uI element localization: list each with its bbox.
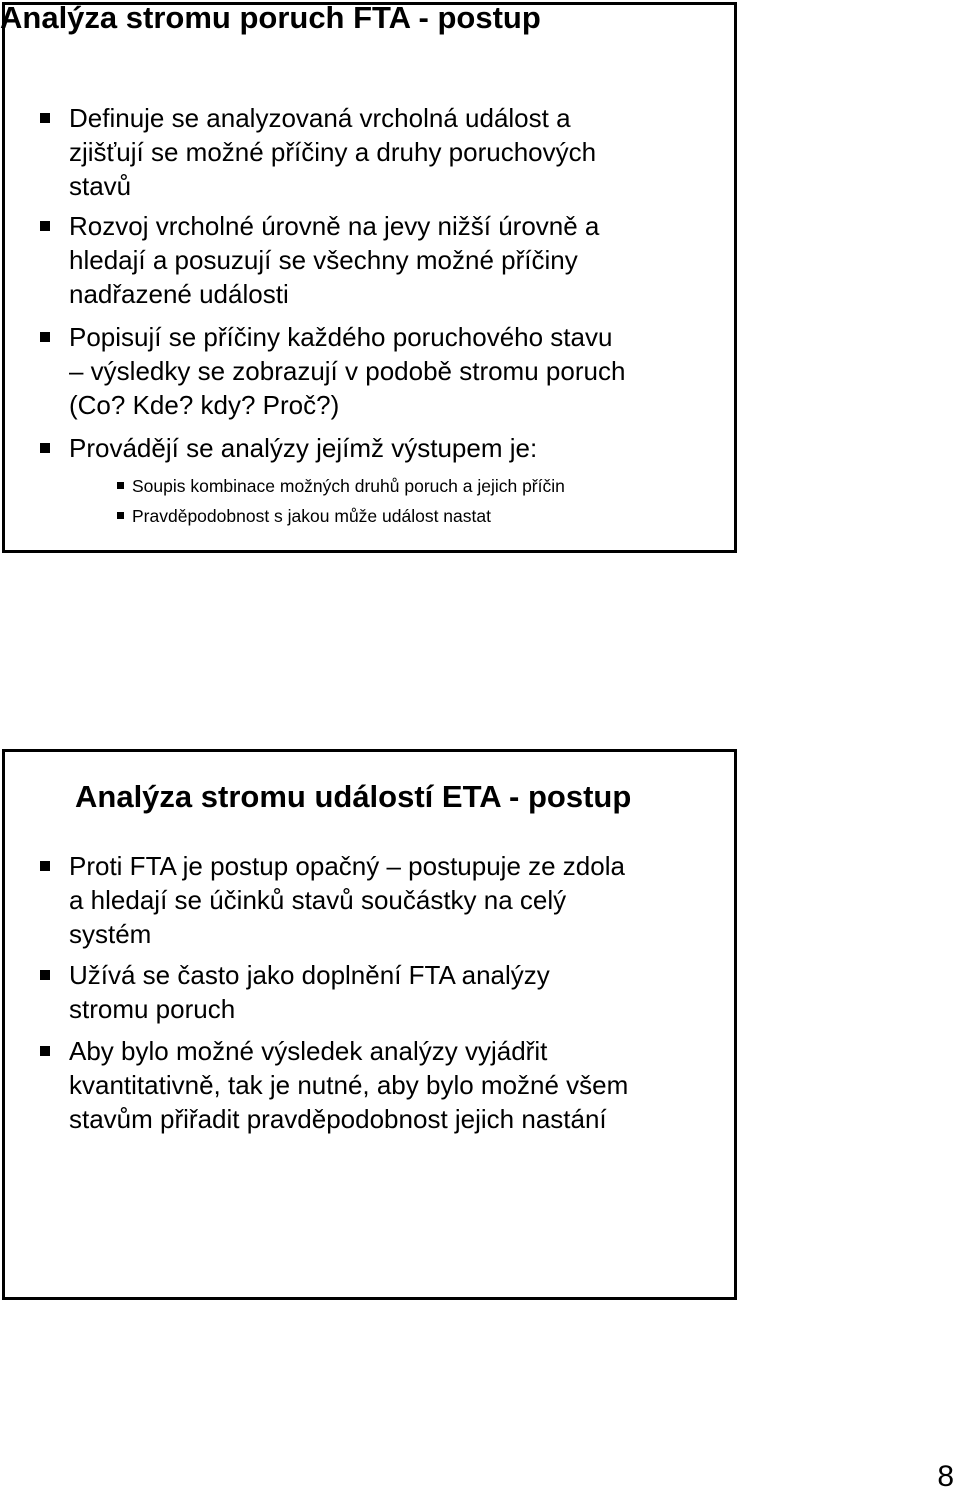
bullet-line: systém	[69, 919, 152, 949]
slide-2-bullet-1	[0, 849, 628, 951]
bullet-line: stromu poruch	[69, 994, 236, 1024]
square-bullet-icon	[40, 970, 50, 980]
bullet-line: (Co? Kde? kdy? Proč?)	[69, 390, 340, 420]
bullet-line: – výsledky se zobrazují v podobě stromu poruch	[69, 356, 626, 386]
bullet-line: Popisují se příčiny každého poruchového stavu	[69, 322, 613, 352]
square-bullet-icon	[40, 332, 50, 342]
small-square-bullet-icon	[117, 512, 124, 519]
slide-1-bullet-list	[0, 101, 625, 531]
square-bullet-icon	[40, 1046, 50, 1056]
bullet-line: stavů	[69, 171, 132, 201]
bullet-line: stavům přiřadit pravděpodobnost jejich nastání	[69, 1104, 607, 1134]
slide-1-bullet-2	[0, 209, 625, 311]
sub-bullet-text: Pravděpodobnost s jakou může událost nastat	[132, 506, 491, 526]
bullet-line: zjišťují se možné příčiny a druhy poruchových	[69, 137, 597, 167]
bullet-line: Proti FTA je postup opačný – postupuje ze zdola	[69, 851, 625, 881]
page-number: 8	[937, 1460, 954, 1493]
slide-2-title: Analýza stromu událostí ETA - postup	[75, 779, 632, 814]
bullet-line: Aby bylo možné výsledek analýzy vyjádřit	[69, 1036, 548, 1066]
slide-1-sub-bullet-list	[69, 471, 625, 531]
slide-1-title: Analýza stromu poruch FTA - postup	[0, 0, 541, 35]
bullet-line: Provádějí se analýzy jejímž výstupem je:	[69, 433, 538, 463]
slide-2-bullet-list	[0, 849, 628, 1136]
slide-1-bullet-1	[0, 101, 625, 203]
square-bullet-icon	[40, 221, 50, 231]
bullet-line: Rozvoj vrcholné úrovně na jevy nižší úrovně a	[69, 211, 600, 241]
slide-1-bullet-4	[0, 431, 625, 531]
bullet-line: hledají a posuzují se všechny možné příčiny	[69, 245, 578, 275]
small-square-bullet-icon	[117, 482, 124, 489]
bullet-line: nadřazené události	[69, 279, 289, 309]
bullet-line: kvantitativně, tak je nutné, aby bylo možné všem	[69, 1070, 629, 1100]
sub-bullet-text: Soupis kombinace možných druhů poruch a jejich příčin	[132, 476, 565, 496]
square-bullet-icon	[40, 443, 50, 453]
slide-1-sub-bullet-1	[68, 471, 625, 501]
bullet-line: Užívá se často jako doplnění FTA analýzy	[69, 960, 550, 990]
square-bullet-icon	[40, 861, 50, 871]
slide-2-bullet-3	[0, 1034, 628, 1136]
square-bullet-icon	[40, 113, 50, 123]
bullet-line: Definuje se analyzovaná vrcholná událost a	[69, 103, 571, 133]
slide-1-sub-bullet-2	[68, 501, 625, 531]
slide-2-bullet-2	[0, 958, 628, 1026]
bullet-line: a hledají se účinků stavů součástky na celý	[69, 885, 567, 915]
slide-1-bullet-3	[0, 320, 625, 422]
